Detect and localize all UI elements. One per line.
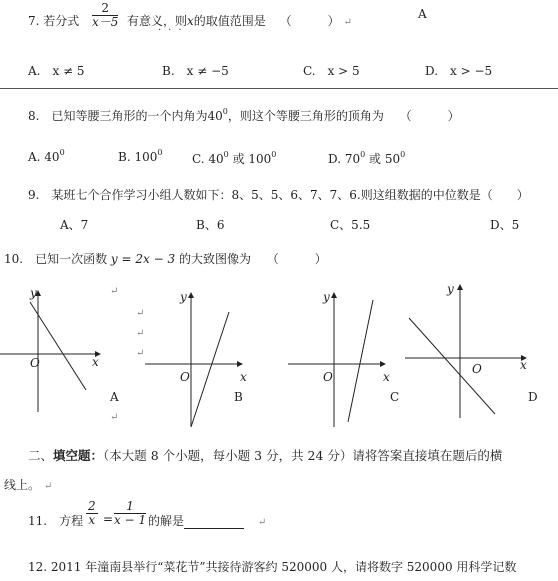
graph-a bbox=[0, 282, 120, 422]
graph-b-x-arrow bbox=[237, 361, 243, 367]
pilcrow-a4: ↵ bbox=[136, 348, 145, 359]
graph-b-line bbox=[191, 312, 229, 427]
q9-option-b: B、6 bbox=[196, 218, 225, 232]
q10-text-b: 的大致图像为 bbox=[178, 252, 251, 266]
q7-fraction bbox=[92, 2, 118, 29]
q10-text-a: 10. 已知一次函数 bbox=[4, 252, 108, 266]
q7-frac-num: 2 bbox=[92, 2, 118, 16]
q11-answer-blank[interactable] bbox=[184, 516, 244, 529]
q7-frac-den: x－5 bbox=[92, 15, 119, 29]
graph-d-letter: D bbox=[528, 390, 538, 404]
q11-f1-num: 2 bbox=[88, 499, 96, 513]
graph-d-x-label: x bbox=[520, 358, 527, 372]
graph-c-x-arrow bbox=[380, 361, 386, 367]
q7-emphasis-dots: ··· bbox=[158, 25, 189, 36]
q11-f1-den: x bbox=[88, 513, 96, 527]
q11-fraction-2 bbox=[114, 500, 146, 527]
q8-opt-c-text: C. 40 bbox=[192, 152, 224, 166]
graph-b-y-arrow bbox=[188, 292, 194, 298]
q9-option-d: D、5 bbox=[490, 218, 520, 232]
graph-c bbox=[288, 282, 398, 432]
q9-option-a: A、7 bbox=[60, 218, 89, 232]
q7-option-d: D. x > −5 bbox=[425, 64, 493, 78]
graph-c-y-label: y bbox=[323, 290, 330, 304]
q7-paren: （ ） bbox=[279, 14, 340, 28]
pilcrow: ↵ bbox=[343, 17, 352, 28]
graph-a-letter: A bbox=[110, 390, 119, 404]
q8-paren: （ ） bbox=[399, 109, 460, 123]
section2-title: 填空题： bbox=[53, 448, 104, 463]
q10-paren: （ ） bbox=[266, 252, 327, 266]
divider-line bbox=[0, 88, 558, 89]
pilcrow-a1: ↵ bbox=[110, 286, 119, 297]
graph-c-origin: O bbox=[323, 370, 333, 384]
q8-opt-b-sup: 0 bbox=[157, 148, 163, 157]
q11-fraction-1 bbox=[86, 500, 98, 527]
graph-a-origin: O bbox=[30, 356, 40, 370]
section2-desc: （本大题 8 个小题，每小题 3 分，共 24 分）请将答案直接填在题后的横 bbox=[103, 448, 503, 463]
q10-stem bbox=[4, 250, 327, 267]
q11-f2-num: 1 bbox=[114, 500, 146, 514]
graph-b-letter: B bbox=[234, 390, 243, 404]
q8-sup: 0 bbox=[222, 107, 228, 116]
graph-c-svg bbox=[288, 282, 398, 432]
q11-equals: = bbox=[103, 512, 114, 526]
graph-c-line bbox=[348, 300, 373, 422]
q7-text-c: 的取值范围是 bbox=[193, 14, 266, 28]
q11-label: 11. 方程 bbox=[28, 514, 84, 528]
q7-var: x bbox=[187, 14, 194, 28]
section2-header bbox=[28, 446, 502, 464]
q8-opt-d-sup2: 0 bbox=[400, 150, 406, 159]
q8-opt-b-text: B. 100 bbox=[118, 150, 158, 164]
graph-d-line bbox=[409, 318, 495, 414]
graph-a-y-label: y bbox=[30, 286, 37, 300]
q7-option-b: B. x ≠ −5 bbox=[162, 64, 229, 78]
section2-desc-line2 bbox=[4, 476, 52, 493]
graph-d-y-label: y bbox=[447, 282, 454, 296]
pilcrow: ↵ bbox=[43, 481, 53, 492]
graph-a-svg bbox=[0, 282, 120, 422]
q12-stem: 12. 2011 年潼南县举行“菜花节”共接待游客约 520000 人，请将数字 520000 用科学记数 bbox=[28, 560, 517, 574]
q7-text-a: 若分式 bbox=[43, 14, 80, 28]
q8-opt-d-text2: 或 50 bbox=[365, 152, 401, 166]
pilcrow-a5: ↵ bbox=[110, 412, 119, 423]
graph-a-x-label: x bbox=[92, 355, 99, 369]
graph-d-svg bbox=[405, 278, 535, 428]
q8-stem bbox=[28, 107, 460, 124]
q7-option-a: A. x ≠ 5 bbox=[28, 64, 85, 78]
graph-b bbox=[145, 282, 255, 432]
section2-num: 二、 bbox=[28, 448, 54, 463]
graph-d bbox=[405, 278, 535, 428]
q7-option-c: C. x > 5 bbox=[303, 64, 360, 78]
graph-b-svg bbox=[145, 282, 255, 432]
q8-opt-c-text2: 或 100 bbox=[228, 152, 272, 166]
q8-opt-d-text: D. 70 bbox=[328, 152, 361, 166]
q8-option-b bbox=[118, 150, 162, 164]
q8-opt-a-sup: 0 bbox=[59, 148, 65, 157]
q8-option-c bbox=[192, 150, 276, 167]
q7-text-b: 有意义，则 bbox=[127, 14, 188, 28]
graph-b-y-label: y bbox=[180, 290, 187, 304]
q9-option-c: C、5.5 bbox=[330, 218, 371, 232]
graph-c-x-label: x bbox=[383, 370, 390, 384]
q8-text-b: ，则这个等腰三角形的顶角为 bbox=[227, 109, 384, 123]
q7-answer-mark: A bbox=[418, 7, 427, 21]
q11-tail bbox=[148, 512, 266, 529]
q8-opt-d-sup: 0 bbox=[360, 150, 366, 159]
graph-c-y-arrow bbox=[331, 292, 337, 298]
q8-option-d bbox=[328, 150, 405, 167]
q7-number: 7. bbox=[28, 14, 40, 28]
q8-option-a bbox=[28, 150, 65, 164]
q8-text-a: 8. 已知等腰三角形的一个内角为40 bbox=[28, 109, 223, 123]
pilcrow-a3: ↵ bbox=[136, 328, 145, 339]
q11-f2-den: x − 1 bbox=[114, 513, 147, 527]
q11-tail-text: 的解是 bbox=[148, 514, 185, 528]
q8-opt-c-sup: 0 bbox=[223, 150, 229, 159]
graph-b-origin: O bbox=[180, 370, 190, 384]
section2-desc2: 线上。 bbox=[4, 478, 41, 492]
q7-stem bbox=[28, 12, 79, 29]
graph-c-letter: C bbox=[390, 390, 400, 404]
graph-d-y-arrow bbox=[457, 284, 463, 290]
graph-d-origin: O bbox=[472, 362, 482, 376]
graph-b-x-label: x bbox=[240, 370, 247, 384]
pilcrow: ↵ bbox=[257, 517, 267, 528]
q8-opt-c-sup2: 0 bbox=[271, 150, 277, 159]
pilcrow-a2: ↵ bbox=[136, 308, 145, 319]
q8-opt-a-text: A. 40 bbox=[28, 150, 60, 164]
q10-equation: y = 2x − 3 bbox=[110, 252, 176, 266]
q9-stem: 9. 某班七个合作学习小组人数如下：8、5、5、6、7、7、6.则这组数据的中位数是（ ） bbox=[28, 188, 529, 202]
